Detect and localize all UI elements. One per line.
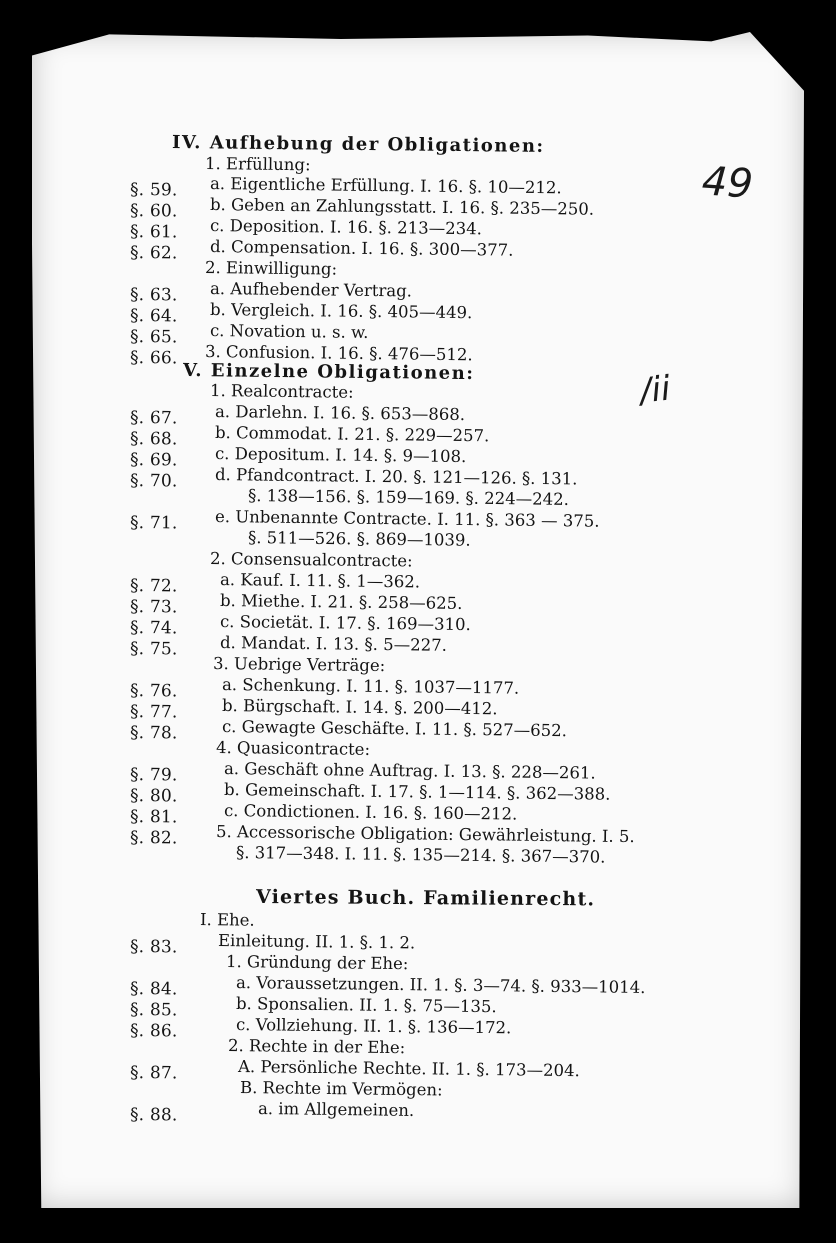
section-heading: IV. Aufhebung der Obligationen: bbox=[171, 132, 545, 157]
toc-entry: a. Aufhebender Vertrag. bbox=[209, 279, 413, 301]
toc-entry: 3. Confusion. I. 16. §. 476—512. bbox=[204, 342, 473, 365]
paragraph-number: §. 64. bbox=[129, 306, 178, 327]
paragraph-number: §. 77. bbox=[129, 702, 178, 723]
paragraph-number: §. 87. bbox=[129, 1063, 178, 1084]
handwritten-page-number: 49 bbox=[700, 158, 755, 208]
paragraph-number: §. 59. bbox=[129, 180, 178, 201]
toc-entry: b. Vergleich. I. 16. §. 405—449. bbox=[209, 300, 473, 323]
paragraph-number: §. 70. bbox=[129, 471, 178, 492]
paragraph-number: §. 69. bbox=[129, 450, 178, 471]
toc-entry: Einleitung. II. 1. §. 1. 2. bbox=[217, 931, 416, 953]
toc-entry: 1. Erfüllung: bbox=[204, 154, 311, 175]
paragraph-number: §. 62. bbox=[129, 243, 178, 264]
toc-entry: c. Vollziehung. II. 1. §. 136—172. bbox=[235, 1015, 512, 1038]
paragraph-number: §. 80. bbox=[129, 786, 178, 807]
toc-entry: 2. Einwilligung: bbox=[204, 258, 338, 279]
toc-entry: d. Compensation. I. 16. §. 300—377. bbox=[209, 237, 514, 260]
paragraph-number: §. 85. bbox=[129, 1000, 178, 1021]
paragraph-number: §. 72. bbox=[129, 576, 178, 597]
paragraph-number: §. 68. bbox=[129, 429, 178, 450]
paragraph-number: §. 78. bbox=[129, 723, 178, 744]
paragraph-number: §. 84. bbox=[129, 979, 178, 1000]
toc-entry: d. Pfandcontract. I. 20. §. 121—126. §. 131. bbox=[214, 465, 578, 489]
paragraph-number: §. 74. bbox=[129, 618, 178, 639]
toc-entry: b. Bürgschaft. I. 14. §. 200—412. bbox=[221, 696, 498, 719]
toc-entry: a. Schenkung. I. 11. §. 1037—1177. bbox=[221, 675, 520, 698]
toc-entry: §. 138—156. §. 159—169. §. 224—242. bbox=[247, 486, 570, 509]
toc-entry: a. im Allgemeinen. bbox=[257, 1099, 415, 1120]
paragraph-number: §. 61. bbox=[129, 222, 178, 243]
toc-entry: b. Commodat. I. 21. §. 229—257. bbox=[214, 423, 490, 446]
paragraph-number: §. 83. bbox=[129, 937, 178, 958]
toc-entry: I. Ehe. bbox=[199, 910, 255, 930]
toc-entry: A. Persönliche Rechte. II. 1. §. 173—204. bbox=[237, 1057, 580, 1081]
toc-entry: c. Societät. I. 17. §. 169—310. bbox=[219, 612, 471, 635]
paragraph-number: §. 79. bbox=[129, 765, 178, 786]
toc-entry: 2. Rechte in der Ehe: bbox=[227, 1036, 406, 1058]
paragraph-number: §. 63. bbox=[129, 285, 178, 306]
toc-entry: a. Eigentliche Erfüllung. I. 16. §. 10—212. bbox=[209, 174, 562, 198]
toc-entry: 3. Uebrige Verträge: bbox=[212, 654, 386, 676]
paragraph-number: §. 82. bbox=[129, 828, 178, 849]
toc-entry: c. Novation u. s. w. bbox=[209, 321, 369, 342]
paragraph-number: §. 81. bbox=[129, 807, 178, 828]
toc-entry: b. Geben an Zahlungsstatt. I. 16. §. 235—250. bbox=[209, 195, 595, 219]
toc-entry: a. Kauf. I. 11. §. 1—362. bbox=[219, 570, 421, 592]
paragraph-number: §. 67. bbox=[129, 408, 178, 429]
toc-entry: 1. Gründung der Ehe: bbox=[225, 952, 409, 974]
paragraph-number: §. 60. bbox=[129, 201, 178, 222]
section-heading: V. Einzelne Obligationen: bbox=[182, 360, 475, 385]
toc-entry: b. Miethe. I. 21. §. 258—625. bbox=[219, 591, 463, 613]
toc-entry: a. Geschäft ohne Auftrag. I. 13. §. 228—261. bbox=[223, 759, 596, 783]
toc-entry: a. Darlehn. I. 16. §. 653—868. bbox=[214, 402, 466, 425]
toc-entry: 4. Quasicontracte: bbox=[215, 738, 371, 759]
toc-entry: e. Unbenannte Contracte. I. 11. §. 363 — 375. bbox=[214, 507, 600, 531]
paragraph-number: §. 71. bbox=[129, 513, 178, 534]
toc-entry: a. Voraussetzungen. II. 1. §. 3—74. §. 933—1014. bbox=[235, 973, 646, 998]
toc-entry: §. 511—526. §. 869—1039. bbox=[247, 528, 471, 550]
handwritten-margin-mark: /ii bbox=[637, 368, 673, 412]
paragraph-number: §. 76. bbox=[129, 681, 178, 702]
toc-entry: d. Mandat. I. 13. §. 5—227. bbox=[219, 633, 448, 655]
toc-entry: 5. Accessorische Obligation: Gewährleistung. I. 5. bbox=[215, 822, 635, 847]
toc-entry: b. Sponsalien. II. 1. §. 75—135. bbox=[235, 994, 497, 1017]
toc-entry: 1. Realcontracte: bbox=[209, 381, 354, 402]
toc-entry: c. Gewagte Geschäfte. I. 11. §. 527—652. bbox=[221, 717, 568, 741]
paragraph-number: §. 86. bbox=[129, 1021, 178, 1042]
paragraph-number: §. 66. bbox=[129, 348, 178, 369]
book-heading: Viertes Buch. Familienrecht. bbox=[255, 886, 596, 911]
toc-entry: c. Condictionen. I. 16. §. 160—212. bbox=[223, 801, 518, 824]
paragraph-number: §. 65. bbox=[129, 327, 178, 348]
paragraph-number: §. 88. bbox=[129, 1105, 178, 1126]
toc-entry: B. Rechte im Vermögen: bbox=[239, 1078, 443, 1100]
toc-entry: §. 317—348. I. 11. §. 135—214. §. 367—370. bbox=[235, 843, 606, 867]
paragraph-number: §. 73. bbox=[129, 597, 178, 618]
toc-entry: 2. Consensualcontracte: bbox=[209, 549, 413, 571]
toc-entry: c. Deposition. I. 16. §. 213—234. bbox=[209, 216, 482, 239]
paragraph-number: §. 75. bbox=[129, 639, 178, 660]
toc-entry: b. Gemeinschaft. I. 17. §. 1—114. §. 362—388. bbox=[223, 780, 611, 804]
toc-entry: c. Depositum. I. 14. §. 9—108. bbox=[214, 444, 467, 467]
